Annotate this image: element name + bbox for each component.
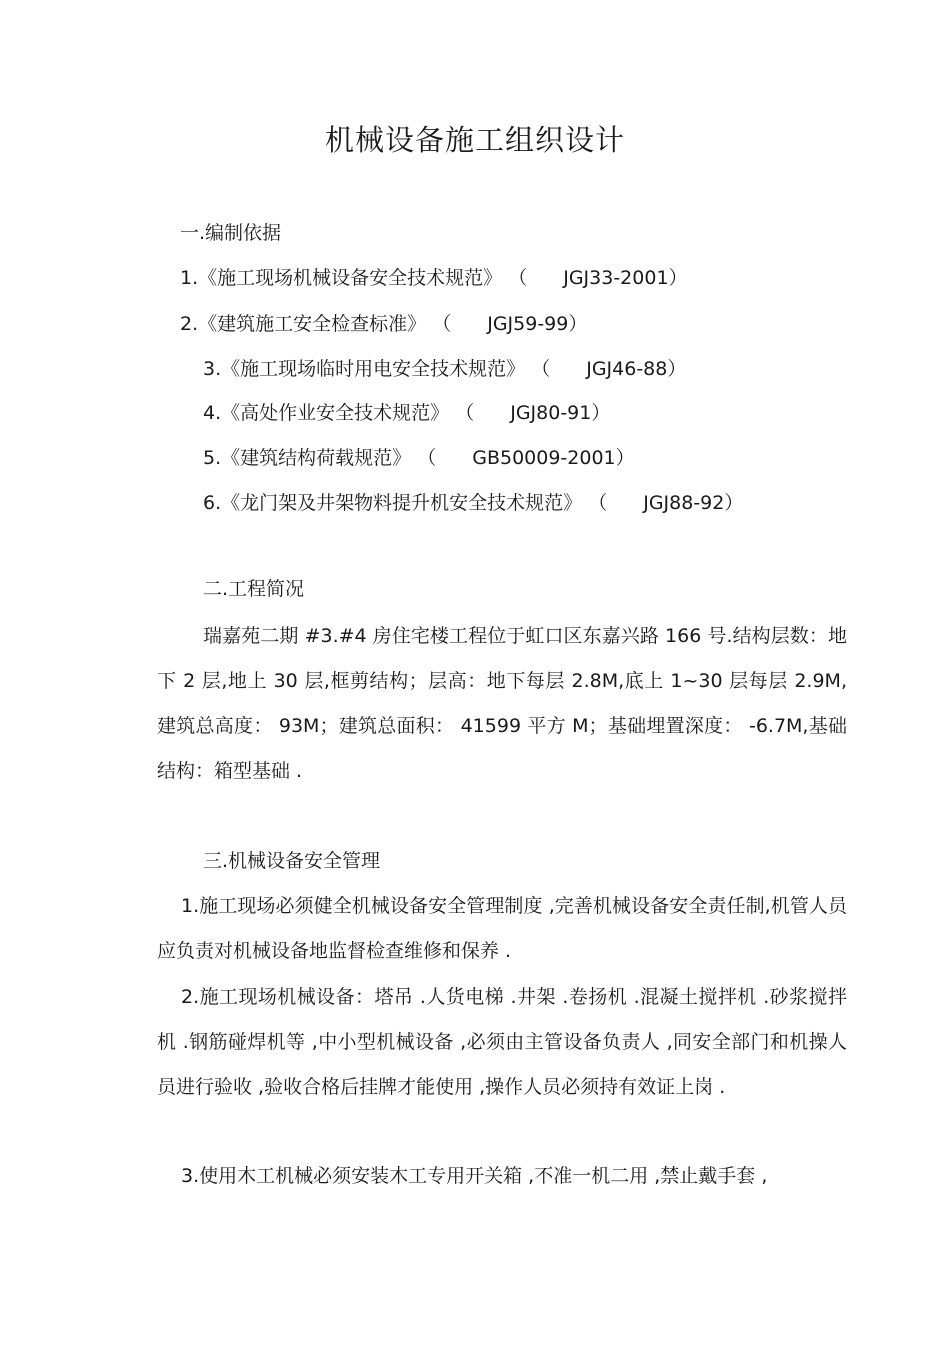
overview-text: 瑞嘉苑二期 #3.#4 房住宅楼工程位于虹口区东嘉兴路 166 号.结构层数：地下 2 层,地上 30 层,框剪结构；层高：地下每层 2.8M,底上 1~30 层每层 2.9M,建筑总高度： 93M；建筑总面积： 41599 平方 M；基础埋置深度： -6.7M,基础结构：箱型基础 .: [157, 625, 847, 782]
reference-close-paren: ）: [667, 358, 687, 380]
reference-code: JGJ80-91: [510, 402, 592, 424]
reference-item: [180, 311, 587, 337]
reference-close-paren: ）: [724, 492, 744, 514]
management-item-text: 3.使用木工机械必须安装木工专用开关箱 ,不准一机二用 ,禁止戴手套 ,: [181, 1165, 768, 1187]
section-heading-basis: 一.编制依据: [180, 222, 282, 244]
reference-number: 5.: [203, 447, 222, 469]
reference-name: 《施工现场机械设备安全技术规范》: [198, 267, 503, 289]
reference-name: 《高处作业安全技术规范》: [221, 402, 450, 424]
management-item-text: 1.施工现场必须健全机械设备安全管理制度 ,完善机械设备安全责任制,机管人员应负责对机械设备地监督检查维修和保养 .: [157, 895, 847, 962]
reference-open-paren: （: [588, 492, 608, 514]
reference-number: 1.: [180, 267, 199, 289]
reference-code: JGJ88-92: [643, 492, 725, 514]
reference-name: 《施工现场临时用电安全技术规范》: [221, 358, 526, 380]
reference-code: GB50009-2001: [472, 447, 616, 469]
management-item: [157, 975, 847, 1110]
reference-name: 《建筑施工安全检查标准》: [198, 313, 427, 335]
reference-open-paren: （: [531, 358, 551, 380]
reference-code: JGJ59-99: [487, 313, 569, 335]
reference-close-paren: ）: [591, 402, 611, 424]
section-heading-overview: 二.工程简况: [203, 578, 305, 600]
management-item: [157, 884, 847, 974]
reference-close-paren: ）: [568, 313, 588, 335]
reference-close-paren: ）: [615, 447, 635, 469]
reference-item: [203, 490, 743, 516]
reference-open-paren: （: [455, 402, 475, 424]
reference-close-paren: ）: [668, 267, 688, 289]
management-item-text: 2.施工现场机械设备：塔吊 .人货电梯 .井架 .卷扬机 .混凝土搅拌机 .砂浆搅拌机 .钢筋碰焊机等 ,中小型机械设备 ,必须由主管设备负责人 ,同安全部门和机操人员进行验收 ,验收合格后挂牌才能使用 ,操作人员必须持有效证上岗 .: [157, 986, 847, 1098]
reference-item: [180, 265, 688, 291]
reference-item: [203, 356, 686, 382]
reference-number: 6.: [203, 492, 222, 514]
section-heading-management: 三.机械设备安全管理: [203, 850, 381, 872]
reference-code: JGJ33-2001: [563, 267, 669, 289]
reference-name: 《建筑结构荷载规范》: [221, 447, 412, 469]
reference-item: [203, 445, 635, 471]
reference-open-paren: （: [432, 313, 452, 335]
reference-item: [203, 400, 610, 426]
reference-open-paren: （: [508, 267, 528, 289]
reference-number: 4.: [203, 402, 222, 424]
overview-paragraph: [157, 614, 847, 794]
reference-number: 2.: [180, 313, 199, 335]
management-item: [157, 1154, 847, 1199]
reference-name: 《龙门架及井架物料提升机安全技术规范》: [221, 492, 583, 514]
reference-number: 3.: [203, 358, 222, 380]
reference-code: JGJ46-88: [586, 358, 668, 380]
document-title: 机械设备施工组织设计: [324, 123, 625, 157]
reference-open-paren: （: [417, 447, 437, 469]
